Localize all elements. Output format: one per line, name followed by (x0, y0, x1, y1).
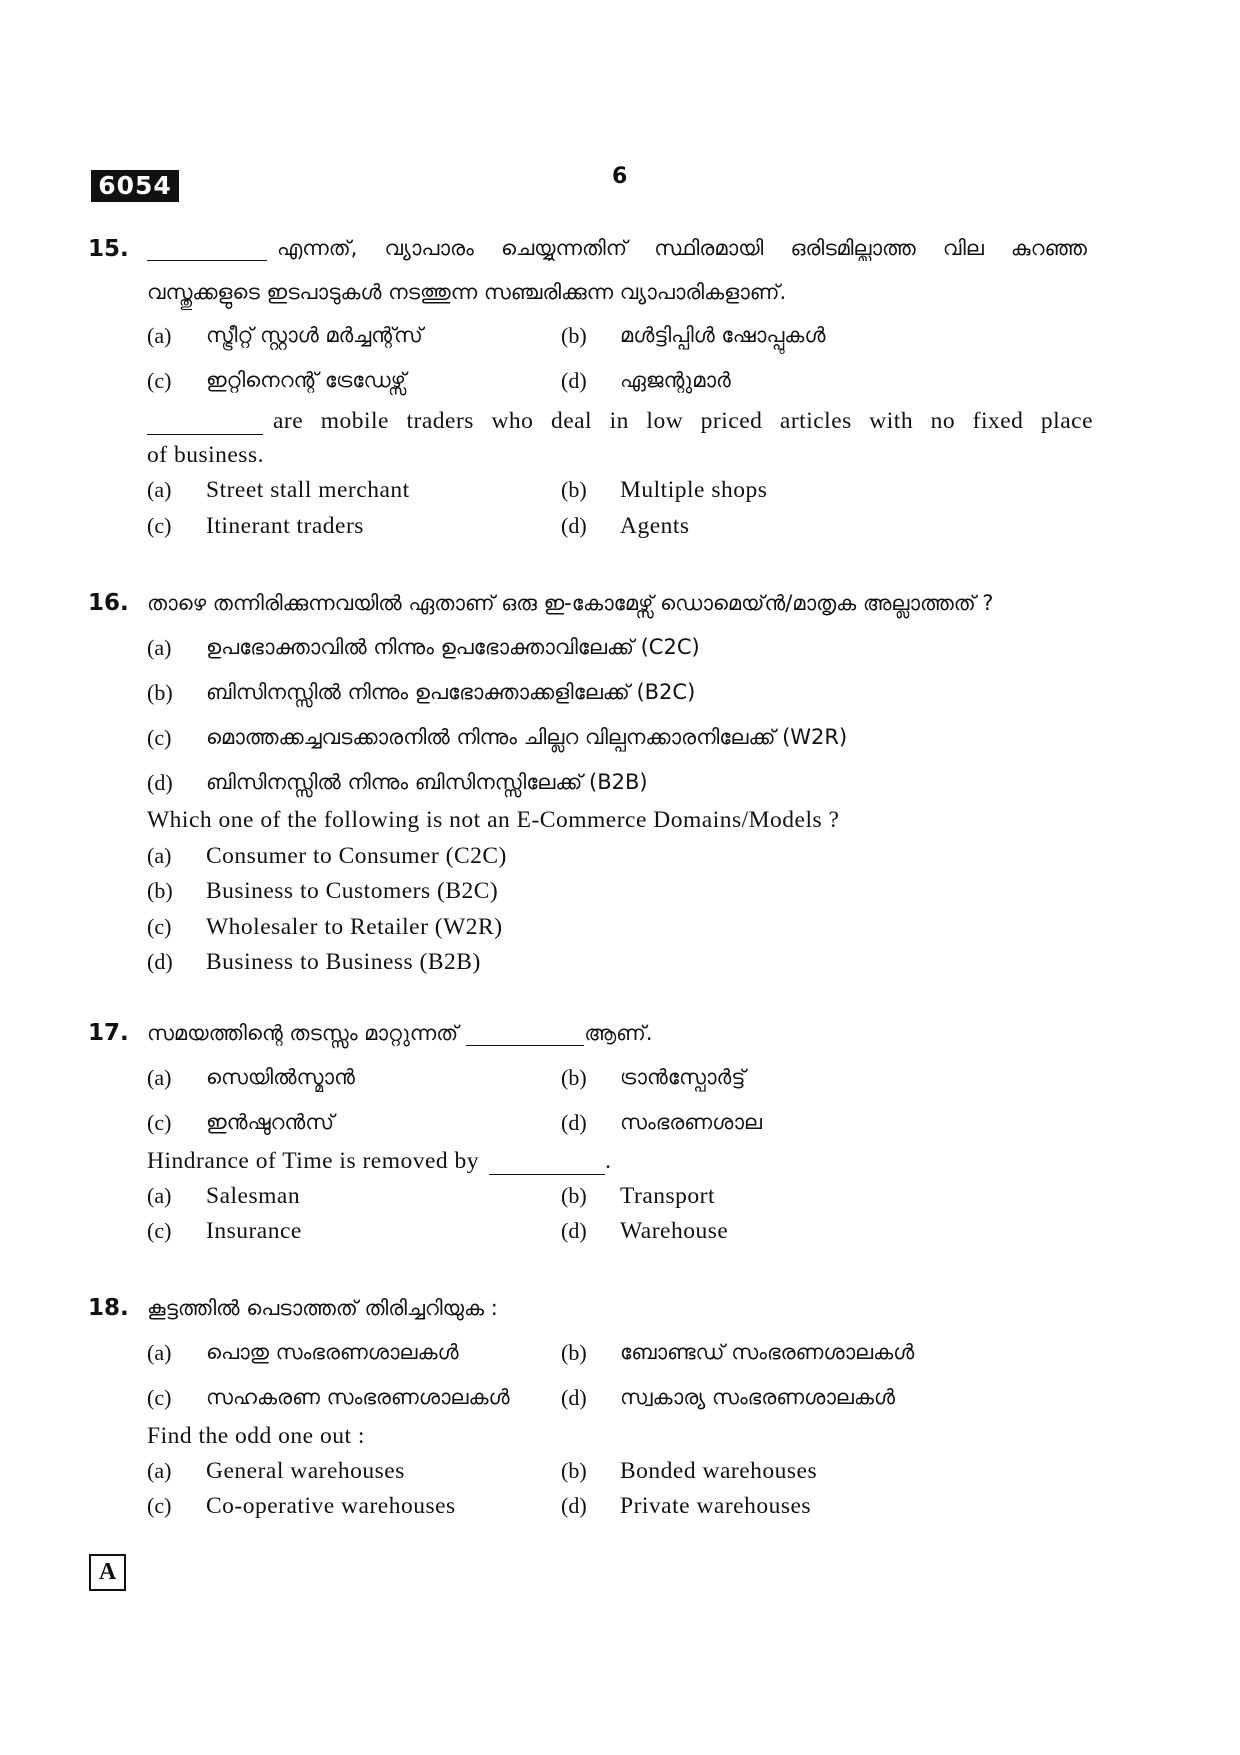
option-label: (c) (147, 1110, 172, 1135)
option-label: (c) (147, 1218, 172, 1243)
option-en-b: Multiple shops (620, 477, 768, 503)
question-text-ml: കൂട്ടത്തിൽ പെടാത്തത് തിരിച്ചറിയുക : (147, 1296, 498, 1320)
option-label: (d) (147, 949, 173, 974)
option-ml-c: ഇറ്റിനെറന്റ് ട്രേഡേഴ്സ് (206, 368, 407, 392)
option-label: (a) (147, 1458, 172, 1483)
option-en-c: Insurance (206, 1218, 302, 1244)
option-ml-b: ബോണ്ടഡ് സംഭരണശാലകൾ (620, 1340, 915, 1364)
answer-blank (147, 416, 263, 435)
option-label: (b) (147, 878, 173, 903)
option-ml-c: സഹകരണ സംഭരണശാലകൾ (206, 1385, 510, 1409)
question-text-ml: വസ്തുക്കളുടെ ഇടപാടുകൾ നടത്തുന്ന സഞ്ചരിക്കുന്ന വ്യാപാരികളാണ്. (147, 280, 787, 304)
question-text-en: Find the odd one out : (147, 1423, 365, 1449)
question-text-ml: സമയത്തിന്റെ തടസ്സം മാറ്റുന്നത് (147, 1021, 459, 1045)
option-label: (b) (561, 477, 587, 502)
option-en-a: Consumer to Consumer (C2C) (206, 843, 507, 869)
paper-code: 6054 (91, 170, 179, 202)
option-en-c: Itinerant traders (206, 513, 364, 539)
option-ml-c: ഇൻഷുറൻസ് (206, 1110, 335, 1134)
option-ml-b: മൾട്ടിപ്പിൾ ഷോപ്പുകൾ (620, 323, 826, 347)
option-label: (a) (147, 477, 172, 502)
option-label: (c) (147, 368, 172, 393)
option-label: (b) (561, 1340, 587, 1365)
option-en-b: Bonded warehouses (620, 1458, 818, 1484)
question-set-label: A (89, 1554, 126, 1591)
option-en-b: Business to Customers (B2C) (206, 878, 499, 904)
option-label: (d) (561, 368, 587, 393)
question-text-en: . (605, 1148, 612, 1174)
question-text-en: Which one of the following is not an E-Commerce Domains/Models ? (147, 807, 840, 833)
option-en-d: Warehouse (620, 1218, 729, 1244)
option-label: (a) (147, 1183, 172, 1208)
option-ml-a: സെയിൽസ്മാൻ (206, 1065, 355, 1089)
option-ml-d: സംഭരണശാല (620, 1110, 762, 1134)
option-ml-b: ബിസിനസ്സിൽ നിന്നും ഉപഭോക്താക്കളിലേക്ക് (B2C) (206, 680, 696, 704)
question-text-ml: എന്നത്, വ്യാപാരം ചെയ്യുന്നതിന് സ്ഥിരമായി ഒരിടമില്ലാത്ത വില കുറഞ്ഞ (277, 236, 1087, 260)
question-text-en: are mobile traders who deal in low priced articles with no fixed place (273, 408, 1093, 434)
option-label: (d) (561, 1385, 587, 1410)
option-label: (a) (147, 843, 172, 868)
option-label: (a) (147, 635, 172, 660)
option-label: (d) (561, 1493, 587, 1518)
option-en-c: Wholesaler to Retailer (W2R) (206, 914, 503, 940)
option-ml-d: ഏജന്റുമാർ (620, 368, 731, 392)
option-en-a: General warehouses (206, 1458, 405, 1484)
option-label: (c) (147, 725, 172, 750)
answer-blank (466, 1027, 584, 1046)
option-ml-d: ബിസിനസ്സിൽ നിന്നും ബിസിനസ്സിലേക്ക് (B2B) (206, 770, 648, 794)
answer-blank (489, 1156, 605, 1175)
option-label: (b) (147, 680, 173, 705)
option-ml-d: സ്വകാര്യ സംഭരണശാലകൾ (620, 1385, 895, 1409)
option-label: (b) (561, 1183, 587, 1208)
option-label: (a) (147, 1065, 172, 1090)
option-en-d: Agents (620, 513, 690, 539)
option-en-d: Private warehouses (620, 1493, 812, 1519)
option-label: (b) (561, 1458, 587, 1483)
question-text-ml: താഴെ തന്നിരിക്കുന്നവയിൽ ഏതാണ് ഒരു ഇ-കോമേഴ്സ് ഡൊമെയ്ൻ/മാതൃക അല്ലാത്തത് ? (147, 591, 994, 615)
option-label: (a) (147, 1340, 172, 1365)
question-number: 16. (88, 590, 129, 616)
question-text-en: Hindrance of Time is removed by (147, 1148, 480, 1174)
option-label: (c) (147, 914, 172, 939)
option-label: (a) (147, 323, 172, 348)
question-text-ml: ആണ്. (584, 1021, 653, 1045)
option-label: (d) (561, 513, 587, 538)
option-ml-a: പൊതു സംഭരണശാലകൾ (206, 1340, 459, 1364)
question-number: 17. (88, 1020, 129, 1046)
option-en-b: Transport (620, 1183, 716, 1209)
answer-blank (147, 242, 267, 261)
option-label: (b) (561, 1065, 587, 1090)
option-label: (c) (147, 1493, 172, 1518)
option-label: (d) (561, 1110, 587, 1135)
option-label: (d) (561, 1218, 587, 1243)
option-ml-a: ഉപഭോക്താവിൽ നിന്നും ഉപഭോക്താവിലേക്ക് (C2C) (206, 635, 700, 659)
option-en-c: Co-operative warehouses (206, 1493, 456, 1519)
option-ml-a: സ്ട്രീറ്റ് സ്റ്റാൾ മർച്ചന്റ്സ് (206, 323, 423, 347)
option-label: (d) (147, 770, 173, 795)
question-number: 18. (88, 1295, 129, 1321)
option-label: (c) (147, 513, 172, 538)
option-en-a: Salesman (206, 1183, 301, 1209)
question-number: 15. (88, 236, 129, 262)
option-en-d: Business to Business (B2B) (206, 949, 481, 975)
option-ml-c: മൊത്തക്കച്ചവടക്കാരനിൽ നിന്നും ചില്ലറ വില്പനക്കാരനിലേക്ക് (W2R) (206, 725, 848, 749)
option-en-a: Street stall merchant (206, 477, 410, 503)
question-text-en: of business. (147, 442, 264, 468)
page-number: 6 (612, 164, 628, 189)
option-ml-b: ട്രാൻസ്പോർട്ട് (620, 1065, 746, 1089)
option-label: (b) (561, 323, 587, 348)
option-label: (c) (147, 1385, 172, 1410)
